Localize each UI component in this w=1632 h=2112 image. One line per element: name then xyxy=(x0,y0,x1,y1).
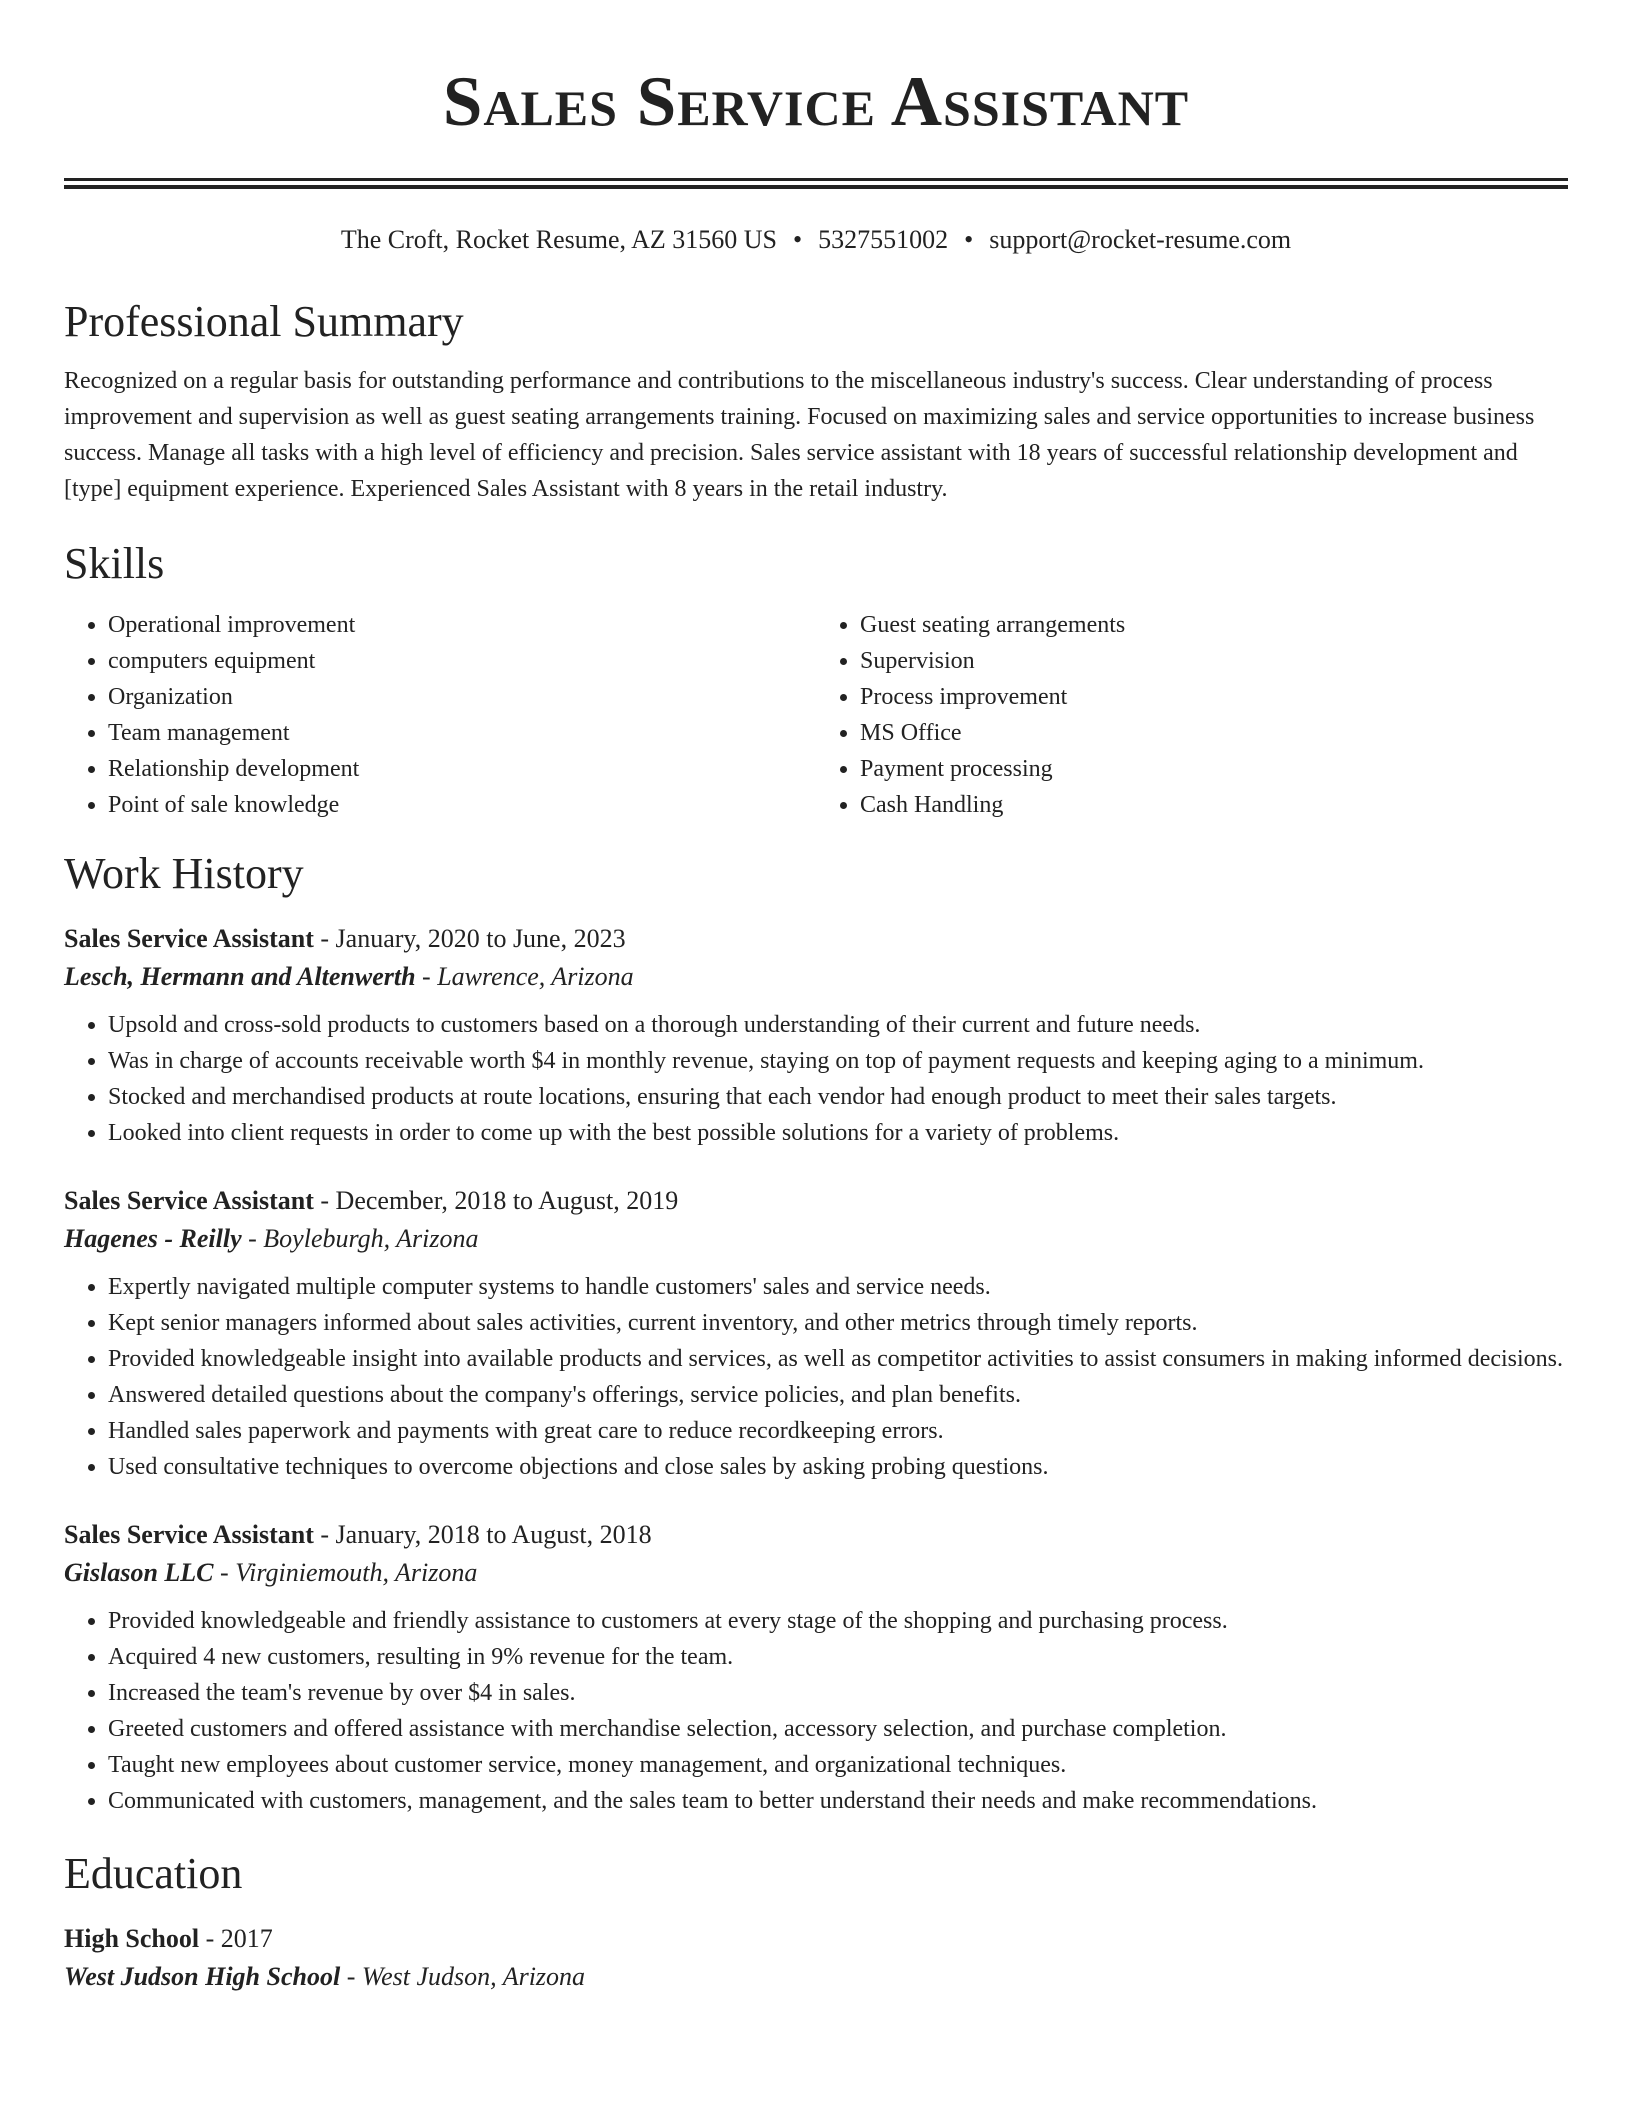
job-bullet: • Expertly navigated multiple computer systems to handle customers' sales and service needs. xyxy=(108,1269,1568,1305)
contact-phone: 5327551002 xyxy=(818,225,949,254)
company-name: Hagenes - Reilly xyxy=(64,1224,242,1253)
header-divider xyxy=(64,178,1568,189)
contact-address: The Croft, Rocket Resume, AZ 31560 US xyxy=(340,225,778,254)
job-title-line xyxy=(64,921,1568,957)
job-entry xyxy=(64,1517,1568,1819)
section-heading: Work History xyxy=(64,849,304,898)
contact-line xyxy=(64,223,1568,257)
skill-item: • computers equipment xyxy=(108,643,816,679)
job-bullet: • Was in charge of accounts receivable worth $4 in monthly revenue, staying on top of payment requests and keeping aging to a minimum. xyxy=(108,1043,1568,1079)
skill-item: • Relationship development xyxy=(108,751,816,787)
skills-left-column xyxy=(64,607,816,823)
job-bullet: • Greeted customers and offered assistance with merchandise selection, accessory selection, and purchase completion. xyxy=(108,1711,1568,1747)
job-bullets xyxy=(64,1007,1568,1151)
section-heading: Education xyxy=(64,1849,243,1898)
company-line xyxy=(64,1553,1568,1593)
job-bullet: • Stocked and merchandised products at route locations, ensuring that each vendor had enough product to meet their sales targets. xyxy=(108,1079,1568,1115)
work-history-section xyxy=(64,847,1568,1819)
job-title: Sales Service Assistant xyxy=(64,924,314,953)
graduation-year: - 2017 xyxy=(199,1924,273,1953)
school-location: - West Judson, Arizona xyxy=(340,1962,586,1991)
company-line xyxy=(64,1219,1568,1259)
school-name: West Judson High School xyxy=(64,1962,341,1991)
skill-item: • Organization xyxy=(108,679,816,715)
job-dates: - December, 2018 to August, 2019 xyxy=(313,1186,679,1215)
skills-columns xyxy=(64,607,1568,823)
skill-item: • Team management xyxy=(108,715,816,751)
degree: High School xyxy=(64,1924,200,1953)
job-dates: - January, 2018 to August, 2018 xyxy=(313,1520,652,1549)
job-bullet: • Provided knowledgeable and friendly assistance to customers at every stage of the shopping and purchasing process. xyxy=(108,1603,1568,1639)
school-line xyxy=(64,1957,1568,1997)
job-bullet: • Looked into client requests in order to come up with the best possible solutions for a variety of problems. xyxy=(108,1115,1568,1151)
skills-section xyxy=(64,537,1568,823)
contact-separator: • xyxy=(793,225,803,254)
company-location: - Boyleburgh, Arizona xyxy=(241,1224,479,1253)
company-location: - Virginiemouth, Arizona xyxy=(213,1558,478,1587)
job-bullets xyxy=(64,1603,1568,1819)
job-dates: - January, 2020 to June, 2023 xyxy=(313,924,626,953)
job-bullet: • Answered detailed questions about the company's offerings, service policies, and plan benefits. xyxy=(108,1377,1568,1413)
skill-item: • Payment processing xyxy=(860,751,1568,787)
job-title: Sales Service Assistant xyxy=(64,1520,314,1549)
company-line xyxy=(64,957,1568,997)
education-entry xyxy=(64,1921,1568,1997)
summary-text: Recognized on a regular basis for outstanding performance and contributions to the miscellaneous industry's success. Clear understanding of process improvement and supervision as well as guest seating arrangements training. Focused on maximizing sales and service opportunities to increase business success. Manage all tasks with a high level of efficiency and precision. Sales service assistant with 18 years of successful relationship development and [type] equipment experience. Experienced Sales Assistant with 8 years in the retail industry. xyxy=(64,368,1535,502)
skill-item: • Guest seating arrangements xyxy=(860,607,1568,643)
job-bullet: • Provided knowledgeable insight into available products and services, as well as competitor activities to assist consumers in making informed decisions. xyxy=(108,1341,1568,1377)
company-name: Lesch, Hermann and Altenwerth xyxy=(64,962,416,991)
skill-item: • MS Office xyxy=(860,715,1568,751)
candidate-name: Sales Service Assistant xyxy=(442,63,1190,141)
company-location: - Lawrence, Arizona xyxy=(415,962,634,991)
job-title-line xyxy=(64,1517,1568,1553)
section-heading: Skills xyxy=(64,539,165,588)
job-entry xyxy=(64,1183,1568,1485)
company-name: Gislason LLC xyxy=(64,1558,214,1587)
education-section xyxy=(64,1847,1568,1997)
section-heading: Professional Summary xyxy=(64,297,464,346)
job-bullet: • Taught new employees about customer service, money management, and organizational techniques. xyxy=(108,1747,1568,1783)
job-title: Sales Service Assistant xyxy=(64,1186,314,1215)
job-bullet: • Handled sales paperwork and payments with great care to reduce recordkeeping errors. xyxy=(108,1413,1568,1449)
job-bullets xyxy=(64,1269,1568,1485)
skill-item: • Cash Handling xyxy=(860,787,1568,823)
job-entry xyxy=(64,921,1568,1151)
contact-separator: • xyxy=(964,225,974,254)
job-bullet: • Acquired 4 new customers, resulting in 9% revenue for the team. xyxy=(108,1639,1568,1675)
skills-right-column xyxy=(816,607,1568,823)
job-bullet: • Used consultative techniques to overcome objections and close sales by asking probing questions. xyxy=(108,1449,1568,1485)
job-bullet: • Upsold and cross-sold products to customers based on a thorough understanding of their current and future needs. xyxy=(108,1007,1568,1043)
skill-item: • Point of sale knowledge xyxy=(108,787,816,823)
contact-email: support@rocket-resume.com xyxy=(989,225,1292,254)
job-bullet: • Kept senior managers informed about sales activities, current inventory, and other metrics through timely reports. xyxy=(108,1305,1568,1341)
job-bullet: • Increased the team's revenue by over $4 in sales. xyxy=(108,1675,1568,1711)
skill-item: • Supervision xyxy=(860,643,1568,679)
job-bullet: • Communicated with customers, management, and the sales team to better understand their needs and make recommendations. xyxy=(108,1783,1568,1819)
job-title-line xyxy=(64,1183,1568,1219)
degree-line xyxy=(64,1921,1568,1957)
skill-item: • Operational improvement xyxy=(108,607,816,643)
professional-summary-section xyxy=(64,295,1568,507)
skill-item: • Process improvement xyxy=(860,679,1568,715)
